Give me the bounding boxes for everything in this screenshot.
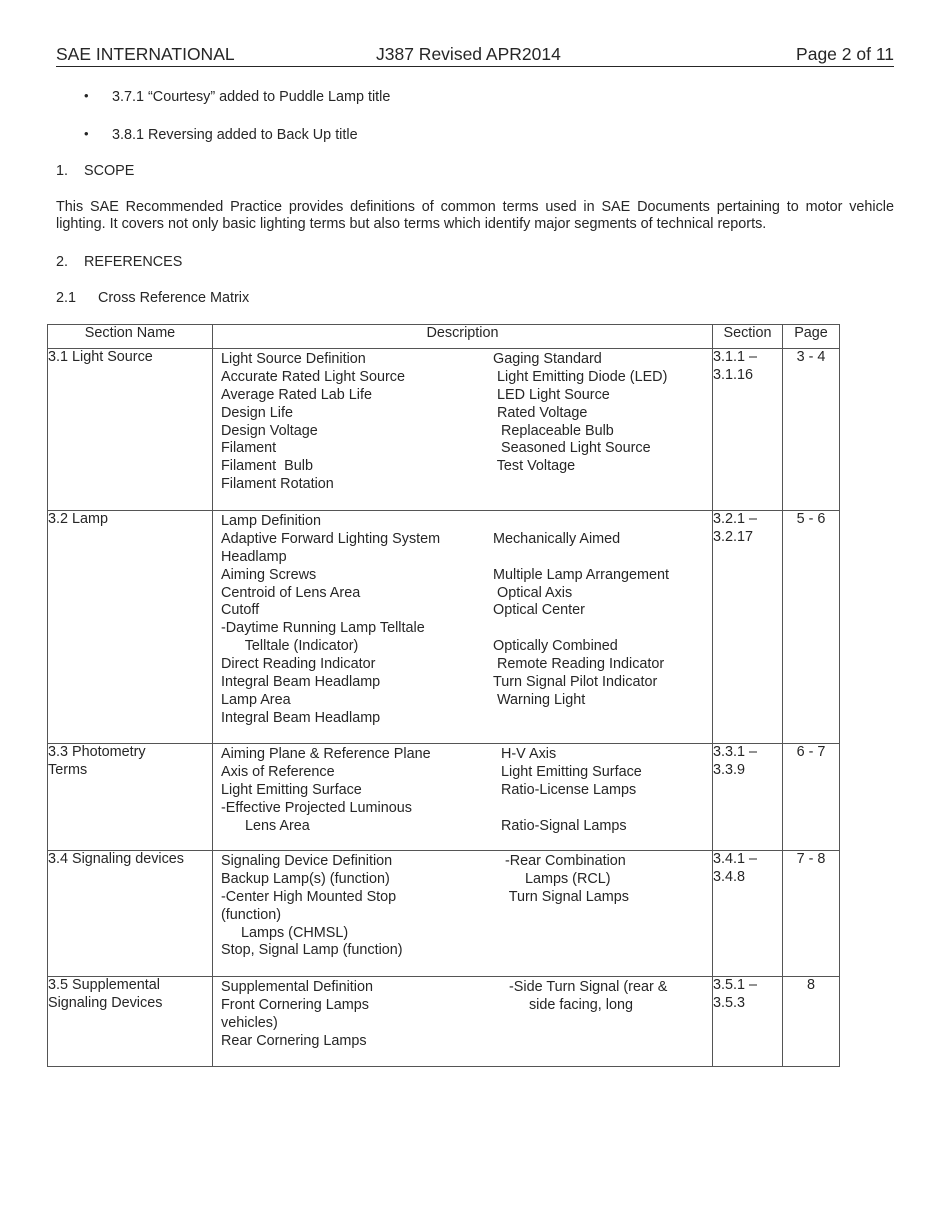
term — [493, 800, 642, 818]
term: Filament — [221, 440, 277, 457]
bullet-icon: • — [84, 88, 89, 103]
cell-description — [213, 977, 713, 1067]
table-header-row — [48, 325, 840, 349]
term: Adaptive Forward Lighting System — [221, 530, 441, 547]
term: Test Voltage — [493, 458, 576, 475]
term: Lamps (CHMSL) — [221, 924, 349, 941]
scope-paragraph: This SAE Recommended Practice provides definitions of common terms used in SAE Documents pertaining to motor vehicle lighting. It covers not only basic lighting terms but also terms which identify major segments of technical reports. — [56, 199, 894, 233]
term: Aiming Screws — [221, 566, 317, 583]
cell-page-range: 7 - 8 — [783, 851, 840, 977]
section-range-line: 3.5.3 — [713, 994, 746, 1011]
section-number: 2. — [56, 254, 69, 270]
table-row — [48, 349, 840, 511]
section-range-line: 3.3.1 – — [713, 744, 758, 760]
term: Lamp Definition — [221, 513, 321, 529]
cell-section-range — [713, 744, 783, 851]
term: Seasoned Light Source — [493, 440, 651, 457]
term: Remote Reading Indicator — [493, 656, 665, 673]
cell-page-range: 8 — [783, 977, 840, 1067]
term: Cutoff — [221, 602, 260, 619]
table-row — [48, 851, 840, 977]
cell-description — [213, 349, 713, 511]
header-section-name: Section Name — [48, 325, 213, 349]
section-name-line: 3.5 Supplemental — [48, 977, 161, 993]
description-column-left — [221, 513, 440, 728]
section-range-line: 3.2.1 – — [713, 511, 758, 527]
term: Light Emitting Diode (LED) — [493, 368, 668, 385]
description-column-right — [493, 513, 669, 710]
bullet-text: 3.8.1 Reversing added to Back Up title — [112, 127, 358, 143]
section-range-line: 3.4.1 – — [713, 851, 758, 867]
table-row — [48, 511, 840, 744]
description-column-left — [221, 746, 431, 835]
section-range-line: 3.4.8 — [713, 868, 746, 885]
term: Lamp Area — [221, 691, 291, 708]
term: Lamps (RCL) — [493, 870, 611, 887]
term: Accurate Rated Light Source — [221, 368, 405, 385]
term: (function) — [221, 906, 281, 923]
term: Telltale (Indicator) — [221, 638, 359, 655]
section-title: REFERENCES — [84, 254, 183, 270]
cell-page-range: 3 - 4 — [783, 349, 840, 511]
term — [493, 549, 669, 567]
subsection-title: Cross Reference Matrix — [98, 290, 250, 306]
header-description: Description — [213, 325, 713, 349]
term: Design Voltage — [221, 422, 318, 439]
cell-section-name — [48, 977, 213, 1067]
section-range-line: 3.1.16 — [713, 366, 754, 383]
cell-page-range: 6 - 7 — [783, 744, 840, 851]
bullet-text: 3.7.1 “Courtesy” added to Puddle Lamp title — [112, 89, 391, 105]
term: Multiple Lamp Arrangement — [493, 566, 669, 583]
section-name-line: Terms — [48, 761, 88, 778]
cell-description — [213, 851, 713, 977]
cell-section-name — [48, 349, 213, 511]
term — [493, 620, 669, 638]
scope-heading — [56, 163, 134, 179]
cell-page-range: 5 - 6 — [783, 511, 840, 744]
term: Backup Lamp(s) (function) — [221, 870, 390, 887]
term: Stop, Signal Lamp (function) — [221, 942, 403, 959]
term: Mechanically Aimed — [493, 530, 621, 547]
section-name-line: 3.3 Photometry — [48, 744, 146, 760]
term: Centroid of Lens Area — [221, 584, 361, 601]
header-section: Section — [713, 325, 783, 349]
cross-reference-matrix — [47, 324, 840, 1067]
header-org: SAE INTERNATIONAL — [56, 44, 235, 64]
term: Replaceable Bulb — [493, 422, 614, 439]
description-column-right — [493, 853, 629, 907]
description-column-right — [493, 746, 642, 835]
cell-section-range — [713, 851, 783, 977]
references-heading — [56, 254, 182, 270]
term: Ratio-Signal Lamps — [493, 817, 627, 834]
section-range-line: 3.2.17 — [713, 528, 754, 545]
term: H-V Axis — [493, 746, 557, 762]
term: Gaging Standard — [493, 351, 602, 367]
section-name-line: 3.1 Light Source — [48, 349, 153, 365]
cell-section-name — [48, 744, 213, 851]
description-column-left — [221, 351, 405, 494]
subsection-number: 2.1 — [56, 290, 77, 306]
term: Light Emitting Surface — [493, 763, 642, 780]
cell-section-name — [48, 851, 213, 977]
term: Integral Beam Headlamp — [221, 674, 381, 691]
page-header — [56, 44, 894, 67]
term: Signaling Device Definition — [221, 853, 393, 869]
term: -Effective Projected Luminous — [221, 799, 412, 816]
term — [493, 513, 669, 531]
term: -Daytime Running Lamp Telltale — [221, 620, 425, 637]
bullet-icon: • — [84, 126, 89, 141]
term: Ratio-License Lamps — [493, 781, 637, 798]
term: Light Emitting Surface — [221, 781, 362, 798]
table-row — [48, 744, 840, 851]
cell-section-range — [713, 511, 783, 744]
term: LED Light Source — [493, 386, 610, 403]
header-page-number: Page 2 of 11 — [796, 44, 894, 64]
cell-section-range — [713, 349, 783, 511]
section-number: 1. — [56, 163, 69, 179]
term: Warning Light — [493, 691, 586, 708]
section-range-line: 3.5.1 – — [713, 977, 758, 993]
term: Filament Bulb — [221, 458, 313, 475]
term: Aiming Plane & Reference Plane — [221, 746, 431, 762]
section-name-line: 3.4 Signaling devices — [48, 851, 185, 867]
cell-section-range — [713, 977, 783, 1067]
cell-section-name — [48, 511, 213, 744]
section-range-line: 3.3.9 — [713, 761, 746, 778]
term: Rear Cornering Lamps — [221, 1032, 367, 1049]
term: -Side Turn Signal (rear & — [493, 979, 668, 995]
term: Axis of Reference — [221, 763, 335, 780]
term: Filament Rotation — [221, 476, 334, 493]
section-range-line: 3.1.1 – — [713, 349, 758, 365]
header-page: Page — [783, 325, 840, 349]
term: Design Life — [221, 404, 293, 421]
term: Lens Area — [221, 817, 310, 834]
description-column-left — [221, 853, 403, 960]
term: Light Source Definition — [221, 351, 366, 367]
term: Turn Signal Pilot Indicator — [493, 674, 658, 691]
description-column-right — [493, 351, 667, 476]
term: Rated Voltage — [493, 404, 588, 421]
section-name-line: 3.2 Lamp — [48, 511, 109, 527]
term: Front Cornering Lamps — [221, 996, 369, 1013]
term: -Rear Combination — [493, 853, 626, 869]
section-title: SCOPE — [84, 163, 135, 179]
term: Optical Axis — [493, 584, 573, 601]
cell-description — [213, 744, 713, 851]
term: Direct Reading Indicator — [221, 656, 376, 673]
term: Optical Center — [493, 602, 585, 619]
section-name-line: Signaling Devices — [48, 994, 163, 1011]
term: Headlamp — [221, 548, 287, 565]
term: vehicles) — [221, 1014, 278, 1031]
table-row — [48, 977, 840, 1067]
description-column-left — [221, 979, 373, 1051]
term: Integral Beam Headlamp — [221, 709, 381, 726]
term: Optically Combined — [493, 638, 618, 655]
header-doc-id: J387 Revised APR2014 — [376, 44, 561, 64]
cross-reference-heading — [56, 290, 249, 306]
cell-description — [213, 511, 713, 744]
description-column-right — [493, 979, 667, 1015]
term: Turn Signal Lamps — [493, 888, 629, 905]
term: Supplemental Definition — [221, 979, 373, 995]
term: side facing, long — [493, 996, 633, 1013]
term: -Center High Mounted Stop — [221, 888, 397, 905]
term: Average Rated Lab Life — [221, 386, 372, 403]
